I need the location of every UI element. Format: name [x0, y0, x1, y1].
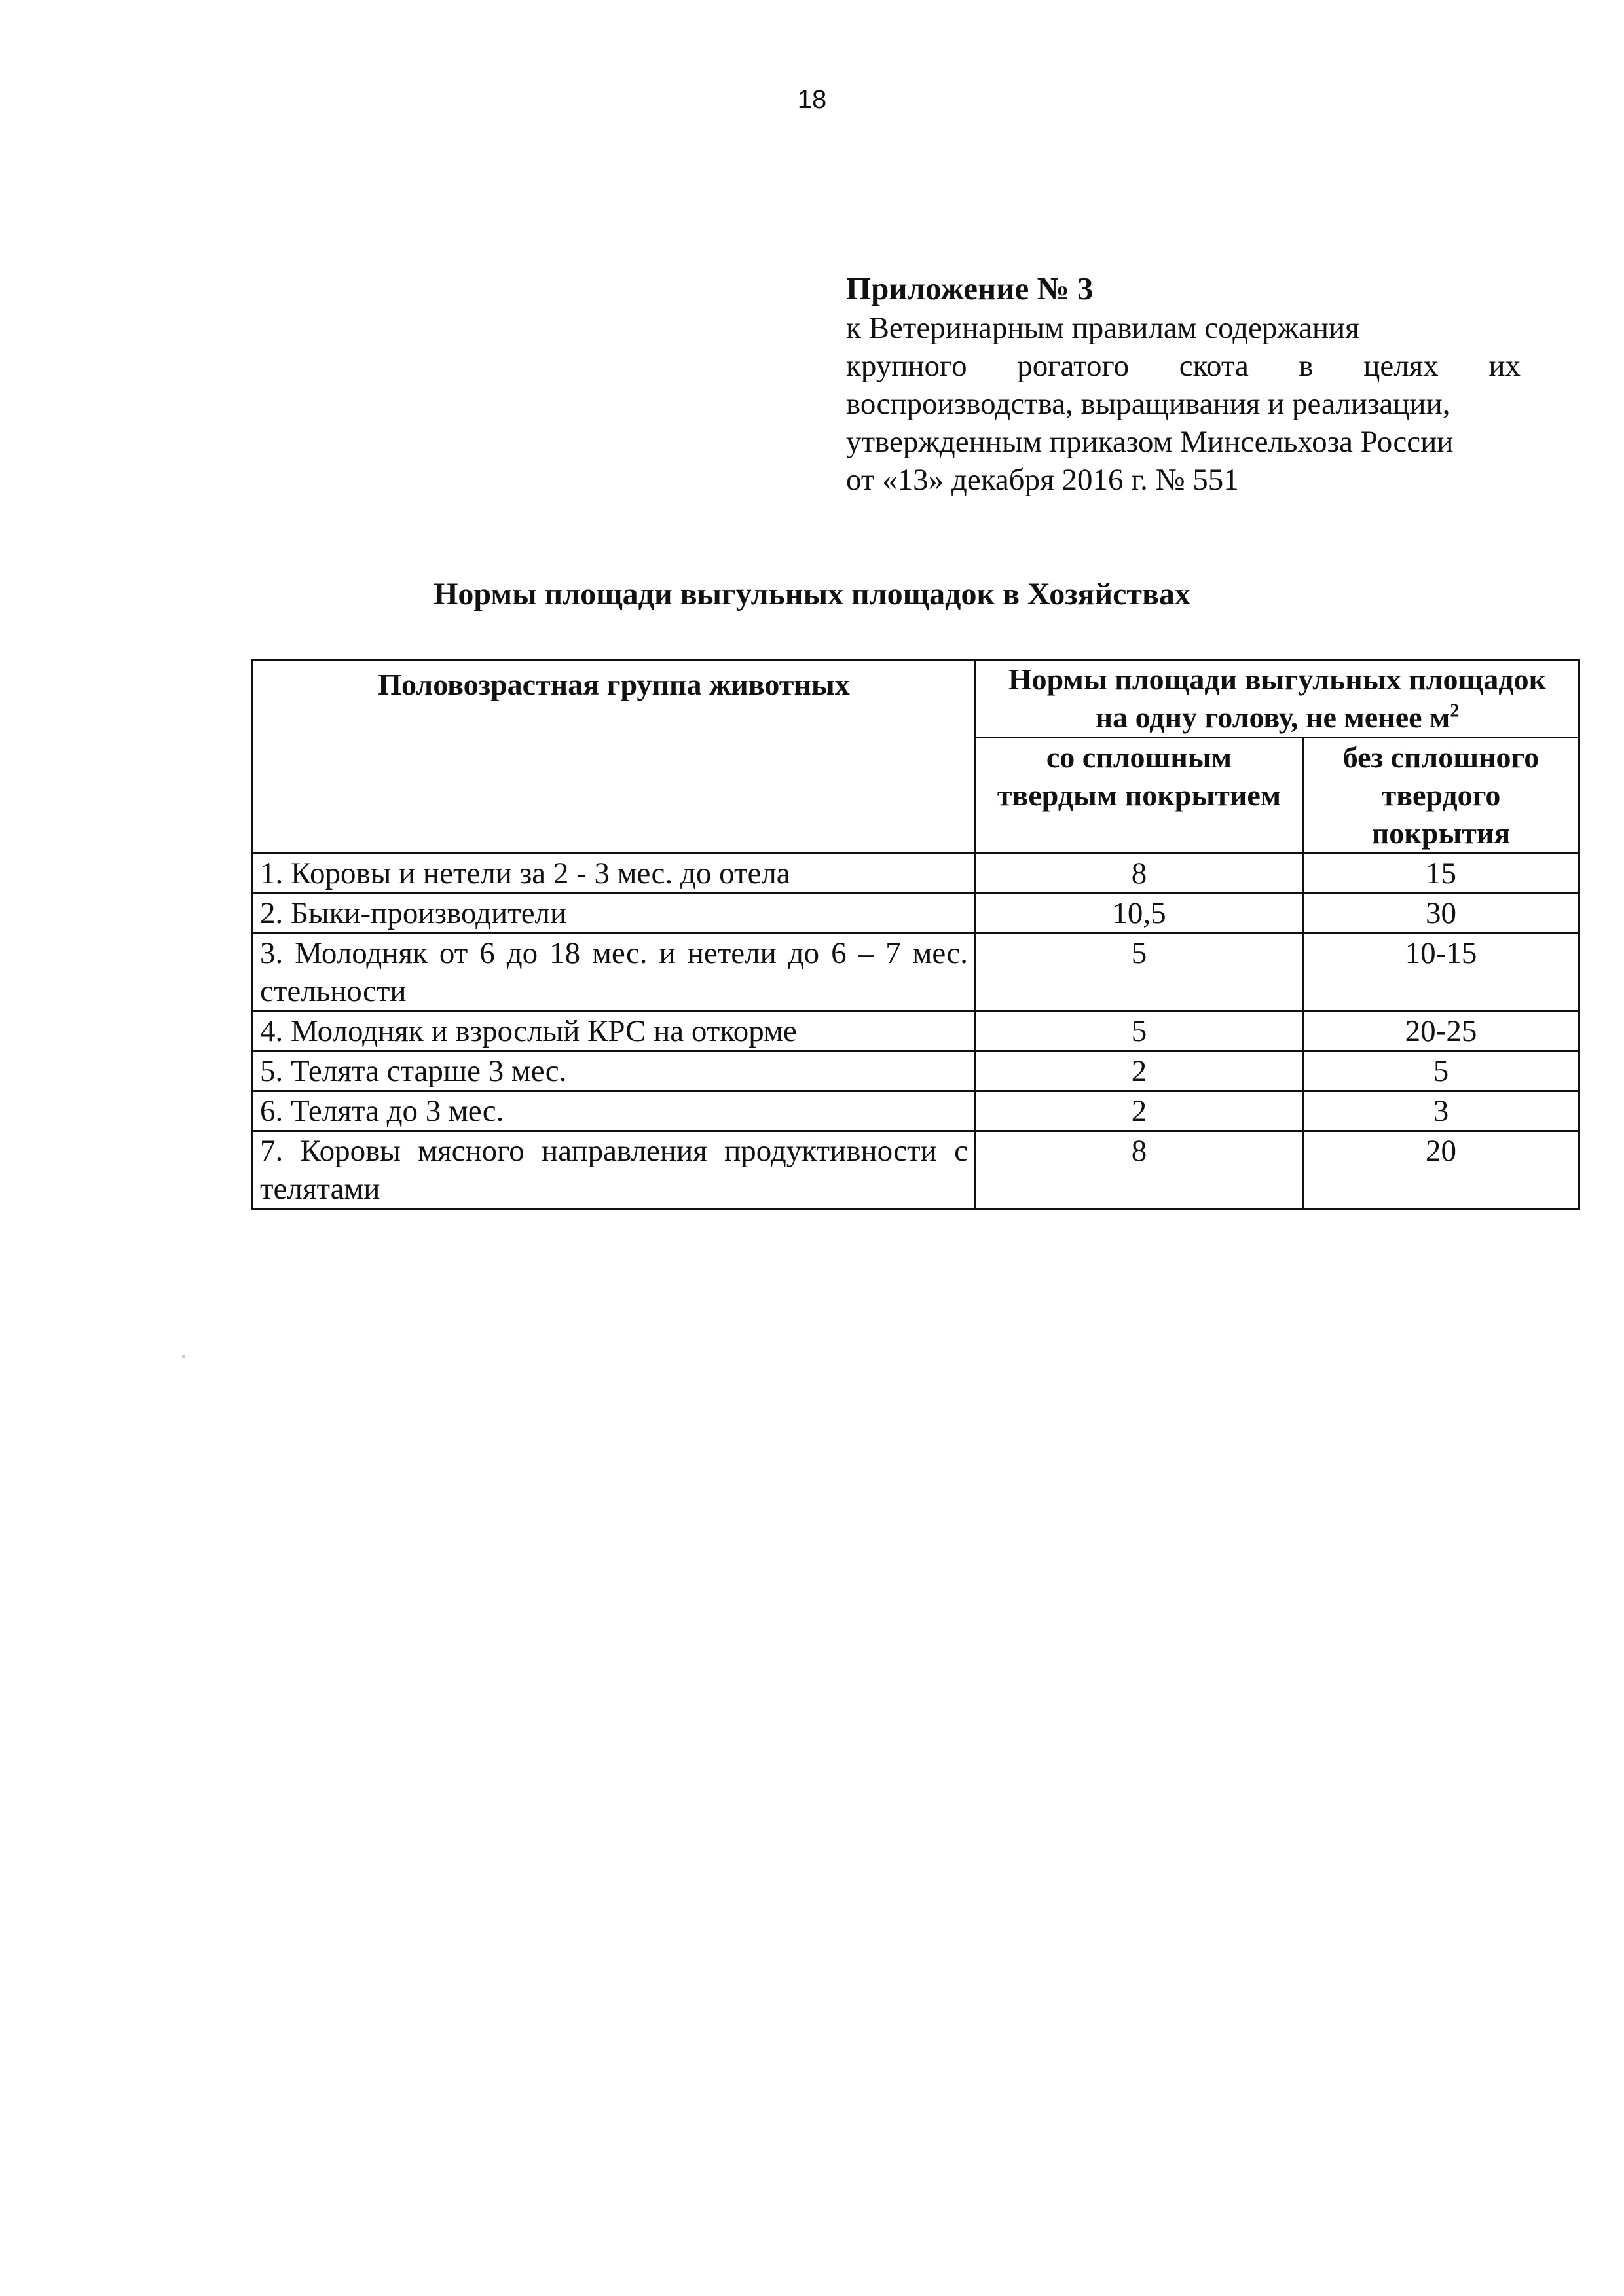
row-label: 5. Телята старше 3 мес. — [253, 1051, 976, 1091]
row-solid-value: 2 — [976, 1051, 1303, 1091]
row-no-solid-value: 10-15 — [1303, 934, 1579, 1011]
appendix-block — [846, 268, 1521, 499]
table-row — [253, 854, 1579, 894]
row-label: 4. Молодняк и взрослый КРС на откорме — [253, 1011, 976, 1051]
row-label: 2. Быки-производители — [253, 894, 976, 934]
row-label: 1. Коровы и нетели за 2 - 3 мес. до отела — [253, 854, 976, 894]
row-no-solid-value: 5 — [1303, 1051, 1579, 1091]
header-norms-cell — [976, 660, 1579, 738]
page-number: 18 — [797, 85, 827, 114]
row-no-solid-value: 3 — [1303, 1091, 1579, 1131]
header-norms-line2-text: на одну голову, не менее м — [1095, 701, 1450, 734]
table-row — [253, 1091, 1579, 1131]
row-no-solid-value: 20 — [1303, 1131, 1579, 1209]
row-no-solid-value: 30 — [1303, 894, 1579, 934]
appendix-line-2: крупного рогатого скота в целях их — [846, 349, 1521, 383]
appendix-line-5: от «13» декабря 2016 г. № 551 — [846, 463, 1239, 497]
row-label: 7. Коровы мясного направления продуктивности с телятами — [253, 1131, 976, 1209]
table-row — [253, 1051, 1579, 1091]
table-row — [253, 894, 1579, 934]
row-label: 6. Телята до 3 мес. — [253, 1091, 976, 1131]
table-row — [253, 1131, 1579, 1209]
row-solid-value: 10,5 — [976, 894, 1303, 934]
header-norms-line2 — [983, 699, 1572, 737]
row-label: 3. Молодняк от 6 до 18 мес. и нетели до 6 – 7 мес. стельности — [253, 934, 976, 1011]
document-title: Нормы площади выгульных площадок в Хозяйствах — [434, 577, 1190, 611]
header-norms-unit-sup: 2 — [1450, 701, 1460, 721]
table-row — [253, 1011, 1579, 1051]
row-no-solid-value: 20-25 — [1303, 1011, 1579, 1051]
header-norms-line1: Нормы площади выгульных площадок — [1008, 663, 1547, 696]
row-solid-value: 2 — [976, 1091, 1303, 1131]
appendix-line-3: воспроизводства, выращивания и реализации, — [846, 387, 1450, 421]
row-solid-value: 5 — [976, 1011, 1303, 1051]
scan-speck — [182, 1355, 185, 1358]
header-no-solid-cell: без сплошного твердого покрытия — [1303, 738, 1579, 854]
header-group-cell: Половозрастная группа животных — [253, 660, 976, 854]
appendix-title: Приложение № 3 — [846, 270, 1094, 306]
table-header-row — [253, 660, 1579, 738]
row-solid-value: 8 — [976, 1131, 1303, 1209]
norms-table — [251, 659, 1580, 1210]
row-no-solid-value: 15 — [1303, 854, 1579, 894]
appendix-line-4: утвержденным приказом Минсельхоза России — [846, 425, 1454, 459]
appendix-line-1: к Ветеринарным правилам содержания — [846, 311, 1359, 345]
header-solid-cell: со сплошным твердым покрытием — [976, 738, 1303, 854]
row-solid-value: 8 — [976, 854, 1303, 894]
table-row — [253, 934, 1579, 1011]
row-solid-value: 5 — [976, 934, 1303, 1011]
